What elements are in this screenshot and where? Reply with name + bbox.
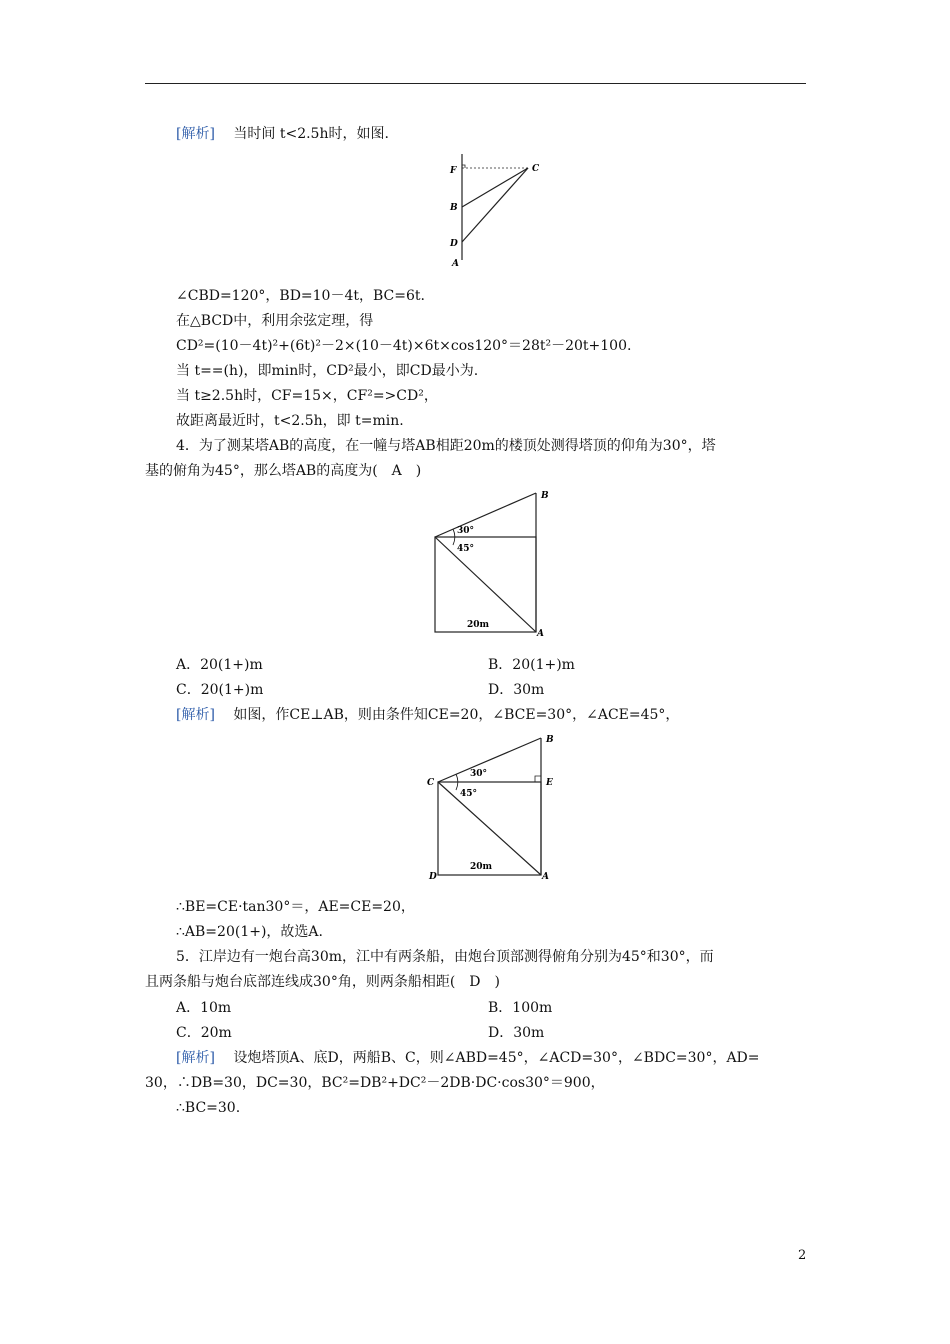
solution-line: 在△BCD中，利用余弦定理，得: [176, 313, 374, 329]
option-a: A．20(1+)m: [176, 657, 263, 673]
label-c: C: [532, 164, 540, 174]
option-a: A．10m: [176, 1000, 232, 1016]
solution-4-line1: [176, 706, 679, 724]
distance-label: 20m: [467, 620, 490, 630]
question-5-line1: 5．江岸边有一炮台高30m，江中有两条船，由炮台顶部测得俯角分别为45°和30°，而: [176, 949, 714, 965]
right-angle-mark: [535, 776, 541, 782]
label-d: D: [450, 239, 458, 249]
solution-line: 故距离最近时，t<2.5h，即 t=min.: [176, 413, 404, 429]
analysis-text: 设炮塔顶A、底D，两船B、C，则∠ABD=45°，∠ACD=30°，∠BDC=30°，AD=: [233, 1050, 760, 1066]
solution-4-line3: ∴AB=20(1+)，故选A.: [176, 924, 323, 940]
label-f: F: [450, 166, 457, 176]
angle-45-label: 45°: [460, 789, 478, 799]
question-5-line2: 且两条船与炮台底部连线成30°角，则两条船相距( D ): [145, 974, 500, 990]
option-c: C．20(1+)m: [176, 682, 264, 698]
label-b: B: [546, 735, 554, 745]
solution-line: [176, 125, 389, 143]
segment-dc: [462, 168, 528, 242]
solution-5-line2: 30，∴DB=30，DC=30，BC²=DB²+DC²－2DB·DC·cos30°＝900，: [145, 1075, 605, 1091]
label-b: B: [541, 491, 549, 501]
header-rule: [145, 83, 806, 84]
solution-line: ∠CBD=120°，BD=10－4t，BC=6t.: [176, 288, 425, 304]
figure-triangle-bcd: [440, 152, 550, 272]
analysis-tag: [解析]: [176, 707, 215, 723]
analysis-tag: [解析]: [176, 1050, 215, 1066]
label-a: A: [542, 872, 549, 882]
analysis-text: 如图，作CE⊥AB，则由条件知CE=20，∠BCE=30°，∠ACE=45°，: [233, 707, 680, 723]
label-b: B: [450, 203, 458, 213]
label-a: A: [537, 629, 544, 639]
analysis-text: 当时间 t<2.5h时，如图.: [233, 126, 389, 142]
option-d: D．30m: [488, 682, 545, 698]
figure-tower-solution: [420, 728, 560, 884]
sight-line-a: [435, 537, 536, 632]
solution-5-line1: [176, 1049, 760, 1067]
segment-bc: [462, 168, 528, 207]
solution-line: 当 t≥2.5h时，CF=15×，CF²=>CD²，: [176, 388, 438, 404]
label-d: D: [429, 872, 437, 882]
label-c: C: [427, 778, 435, 788]
option-d: D．30m: [488, 1025, 545, 1041]
question-4-line2: 基的俯角为45°，那么塔AB的高度为( A ): [145, 463, 422, 479]
distance-label: 20m: [470, 862, 493, 872]
option-b: B．20(1+)m: [488, 657, 575, 673]
option-c: C．20m: [176, 1025, 232, 1041]
solution-5-line3: ∴BC=30.: [176, 1100, 241, 1116]
sight-line-b: [435, 493, 536, 537]
solution-4-line2: ∴BE=CE·tan30°＝，AE=CE=20，: [176, 899, 415, 915]
solution-line: 当 t==(h)，即min时，CD²最小，即CD最小为.: [176, 363, 479, 379]
label-e: E: [546, 778, 553, 788]
angle-45-label: 45°: [457, 544, 475, 554]
figure-tower-q4: [425, 485, 555, 640]
option-b: B．100m: [488, 1000, 553, 1016]
label-a: A: [452, 259, 459, 269]
analysis-tag: [解析]: [176, 126, 215, 142]
segment-cb: [438, 738, 541, 782]
angle-30-label: 30°: [470, 769, 488, 779]
angle-30-label: 30°: [457, 526, 475, 536]
question-4-line1: 4．为了测某塔AB的高度，在一幢与塔AB相距20m的楼顶处测得塔顶的仰角为30°，塔: [176, 438, 716, 454]
page-number: 2: [798, 1248, 807, 1263]
solution-line: CD²=(10－4t)²+(6t)²－2×(10－4t)×6t×cos120°＝28t²－20t+100.: [176, 338, 632, 354]
